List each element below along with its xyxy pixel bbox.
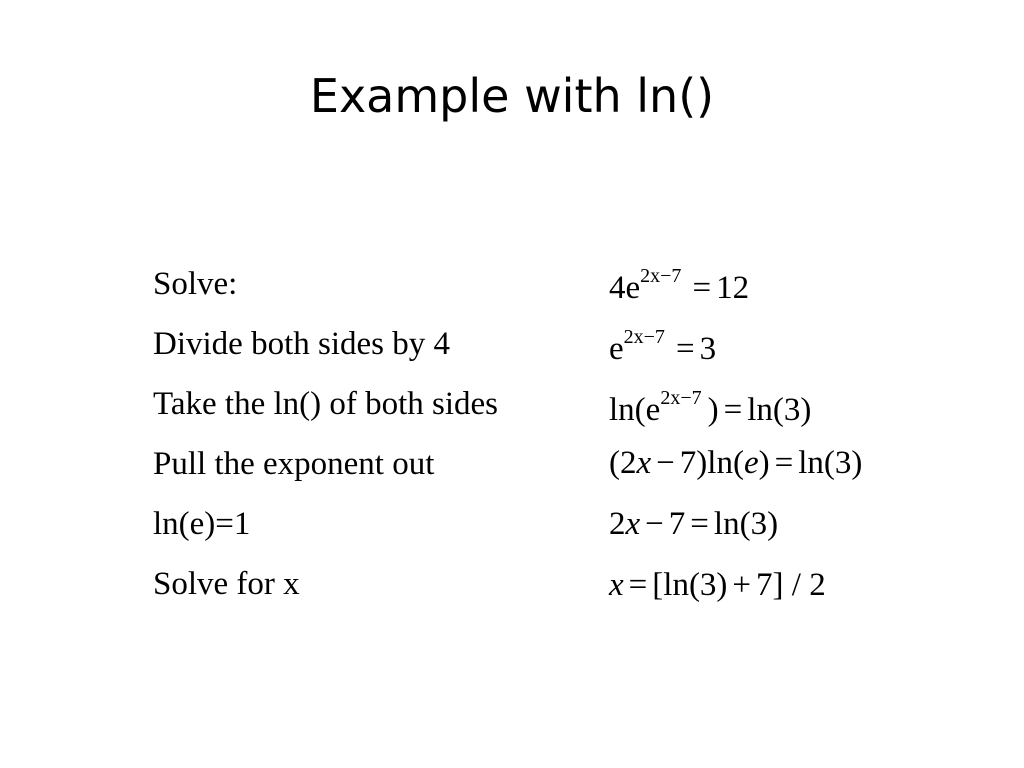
eq1-rhs: 12 (716, 270, 750, 306)
eq3-lhs-start: ln(e (609, 392, 661, 428)
eq2-exponent: 2x−7 (623, 326, 665, 348)
eq5-two: 2 (609, 506, 626, 542)
eq6-equals: = (628, 567, 648, 603)
eq4-seven: 7)ln( (679, 445, 744, 481)
eq4-close: ) (758, 445, 770, 481)
step-solve-x: Solve for x (153, 566, 300, 602)
eq4-open: (2 (609, 445, 637, 481)
eq4-e: e (743, 445, 759, 481)
slide-title: Example with ln() (309, 69, 715, 123)
step-ln-e: ln(e)=1 (153, 506, 251, 542)
eq3-lhs-end: ) (707, 392, 719, 428)
equations-list (609, 254, 862, 620)
equation-6 (609, 559, 862, 620)
eq5-rhs: ln(3) (713, 506, 779, 542)
eq6-rhs-end: 7] / 2 (756, 567, 826, 603)
equation-4 (609, 437, 862, 498)
eq5-minus: − (645, 506, 664, 542)
eq1-exponent: 2x−7 (640, 265, 682, 287)
eq1-equals: = (692, 270, 712, 306)
eq4-rhs: ln(3) (798, 445, 863, 481)
step-solve: Solve: (153, 266, 238, 302)
eq1-coefficient: 4e (609, 270, 641, 306)
eq6-plus: + (732, 567, 752, 603)
eq2-equals: = (675, 331, 695, 367)
eq3-rhs: ln(3) (747, 392, 812, 428)
step-divide: Divide both sides by 4 (153, 326, 450, 362)
eq2-rhs: 3 (699, 331, 717, 367)
eq6-x: x (609, 567, 624, 603)
eq5-equals: = (690, 506, 709, 542)
eq3-exponent: 2x−7 (660, 387, 702, 409)
eq4-equals: = (774, 445, 794, 481)
equation-2 (609, 315, 862, 376)
equation-5 (609, 498, 862, 559)
step-take-ln: Take the ln() of both sides (153, 386, 499, 422)
eq4-minus: − (656, 445, 675, 481)
equation-3 (609, 376, 862, 437)
eq4-x: x (636, 445, 652, 481)
eq3-equals: = (723, 392, 743, 428)
steps-list (153, 260, 498, 620)
step-pull-exponent: Pull the exponent out (153, 446, 435, 482)
eq2-base: e (609, 331, 624, 367)
eq5-x: x (625, 506, 641, 542)
equation-1 (609, 254, 862, 315)
eq6-rhs-start: [ln(3) (652, 567, 728, 603)
eq5-seven: 7 (668, 506, 686, 542)
